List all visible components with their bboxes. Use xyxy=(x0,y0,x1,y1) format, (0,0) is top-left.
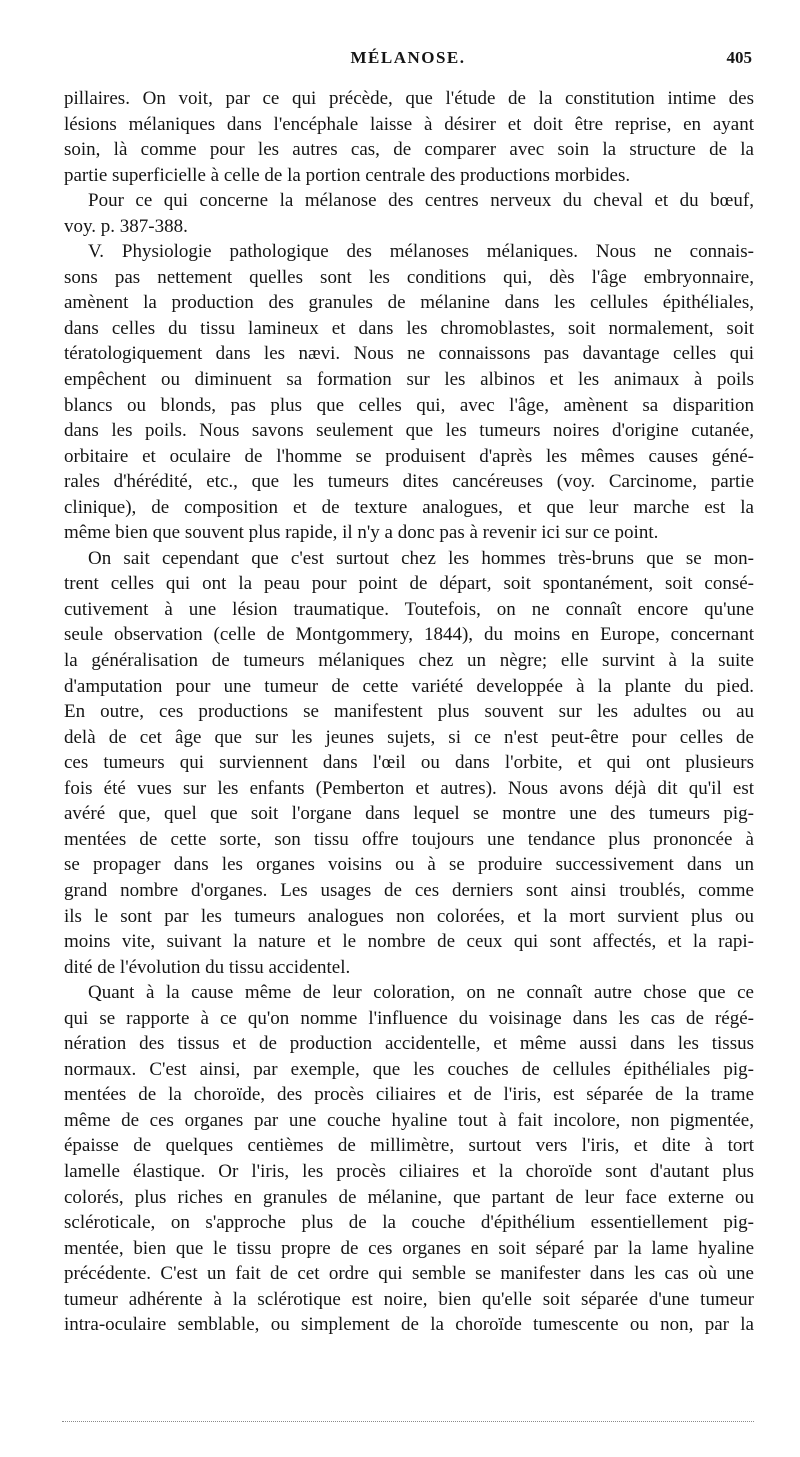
text-line: amènent la production des granules de mélanine dans les cellules épithéliales, xyxy=(64,292,754,314)
text-line: empêchent ou diminuent sa formation sur les albinos et les animaux à poils xyxy=(64,369,754,391)
text-line: d'amputation pour une tumeur de cette variété developpée à la plante du pied. xyxy=(64,675,754,697)
text-line: colorés, plus riches en granules de mélanine, que partant de leur face externe ou xyxy=(64,1186,754,1208)
text-line: delà de cet âge que sur les jeunes sujets, si ce n'est peut-être pour celles de xyxy=(64,726,754,748)
text-line: la généralisation de tumeurs mélaniques chez un nègre; elle survint à la suite xyxy=(64,650,754,672)
text-line: clinique), de composition et de texture analogues, et que leur marche est la xyxy=(64,496,754,518)
text-line: avéré que, quel que soit l'organe dans lequel se montre une des tumeurs pig- xyxy=(64,803,754,825)
text-line: Quant à la cause même de leur coloration, on ne connaît autre chose que ce xyxy=(88,982,754,1004)
text-line: intra-oculaire semblable, ou simplement de la choroïde tumescente ou non, par la xyxy=(64,1314,754,1336)
text-line: mentées de cette sorte, son tissu offre toujours une tendance plus prononcée à xyxy=(64,828,754,850)
text-line: nération des tissus et de production accidentelle, et même aussi dans les tissus xyxy=(64,1033,754,1055)
text-line: blancs ou blonds, pas plus que celles qui, avec l'âge, amènent sa disparition xyxy=(64,394,754,416)
text-line: lamelle élastique. Or l'iris, les procès ciliaires et la choroïde sont d'autant plus xyxy=(64,1160,754,1182)
text-line: même de ces organes par une couche hyaline tout à fait incolore, non pigmentée, xyxy=(64,1109,754,1131)
text-line: sons pas nettement quelles sont les conditions qui, dès l'âge embryonnaire, xyxy=(64,266,754,288)
text-line: grand nombre d'organes. Les usages de ces derniers sont ainsi troublés, comme xyxy=(64,879,754,901)
text-line: cutivement à une lésion traumatique. Toutefois, on ne connaît encore qu'une xyxy=(64,598,754,620)
text-line: qui se rapporte à ce qu'on nomme l'influence du voisinage dans les cas de régé- xyxy=(64,1007,754,1029)
text-line: mentées de la choroïde, des procès ciliaires et de l'iris, est séparée de la trame xyxy=(64,1084,754,1106)
text-line: En outre, ces productions se manifestent plus souvent sur les adultes ou au xyxy=(64,701,754,723)
text-line: partie superficielle à celle de la portion centrale des productions morbides. xyxy=(64,164,631,186)
text-line: se propager dans les organes voisins ou à se produire successivement dans un xyxy=(64,854,754,876)
text-line: moins vite, suivant la nature et le nombre de ceux qui sont affectés, et la rapi- xyxy=(64,931,754,953)
text-line: précédente. C'est un fait de cet ordre qui semble se manifester dans les cas où une xyxy=(64,1263,754,1285)
text-line: orbitaire et oculaire de l'homme se produisent d'après les mêmes causes géné- xyxy=(64,445,754,467)
text-line: tumeur adhérente à la sclérotique est noire, bien qu'elle soit séparée d'une tumeur xyxy=(64,1288,754,1310)
text-line: trent celles qui ont la peau pour point de départ, soit spontanément, soit consé- xyxy=(64,573,754,595)
text-line: ils le sont par les tumeurs analogues non colorées, et la mort survient plus ou xyxy=(64,905,754,927)
text-line: rales d'hérédité, etc., que les tumeurs dites cancéreuses (voy. Carcinome, partie xyxy=(64,471,754,493)
text-line: pillaires. On voit, par ce qui précède, que l'étude de la constitution intime des xyxy=(64,88,754,109)
text-line: dans les poils. Nous savons seulement que les tumeurs noires d'origine cutanée, xyxy=(64,420,754,442)
text-line: dité de l'évolution du tissu accidentel. xyxy=(64,956,351,978)
text-line: lésions mélaniques dans l'encéphale laisse à désirer et doit être reprise, en ayant xyxy=(64,113,754,135)
page-header xyxy=(64,44,752,74)
text-line: scléroticale, on s'approche plus de la couche d'épithélium essentiellement pig- xyxy=(64,1212,754,1234)
text-line: soin, là comme pour les autres cas, de comparer avec soin la structure de la xyxy=(64,139,754,161)
footer-dotted-rule xyxy=(62,1421,754,1422)
page-number: 405 xyxy=(726,48,752,67)
text-line: épaisse de quelques centièmes de millimètre, surtout vers l'iris, et dite à tort xyxy=(64,1135,754,1157)
text-line: seule observation (celle de Montgommery, 1844), du moins en Europe, concernant xyxy=(64,624,754,646)
text-line: normaux. C'est ainsi, par exemple, que les couches de cellules épithéliales pig- xyxy=(64,1058,754,1080)
text-line: On sait cependant que c'est surtout chez les hommes très-bruns que se mon- xyxy=(88,547,754,569)
text-line: voy. p. 387-388. xyxy=(64,215,188,237)
running-title: MÉLANOSE. xyxy=(350,48,466,67)
text-line: tératologiquement dans les nævi. Nous ne connaissons pas davantage celles qui xyxy=(64,343,754,365)
text-line: Pour ce qui concerne la mélanose des centres nerveux du cheval et du bœuf, xyxy=(88,190,754,212)
text-line: mentée, bien que le tissu propre de ces organes en soit séparé par la lame hyaline xyxy=(64,1237,754,1259)
text-line: même bien que souvent plus rapide, il n'y a donc pas à revenir ici sur ce point. xyxy=(64,522,659,544)
text-line: dans celles du tissu lamineux et dans les chromoblastes, soit normalement, soit xyxy=(64,317,754,339)
text-line: ces tumeurs qui surviennent dans l'œil ou dans l'orbite, et qui ont plusieurs xyxy=(64,752,754,774)
text-line: fois été vues sur les enfants (Pemberton et autres). Nous avons déjà dit qu'il est xyxy=(64,777,754,799)
text-line: V. Physiologie pathologique des mélanoses mélaniques. Nous ne connais- xyxy=(88,241,754,263)
body-text xyxy=(64,86,754,1338)
